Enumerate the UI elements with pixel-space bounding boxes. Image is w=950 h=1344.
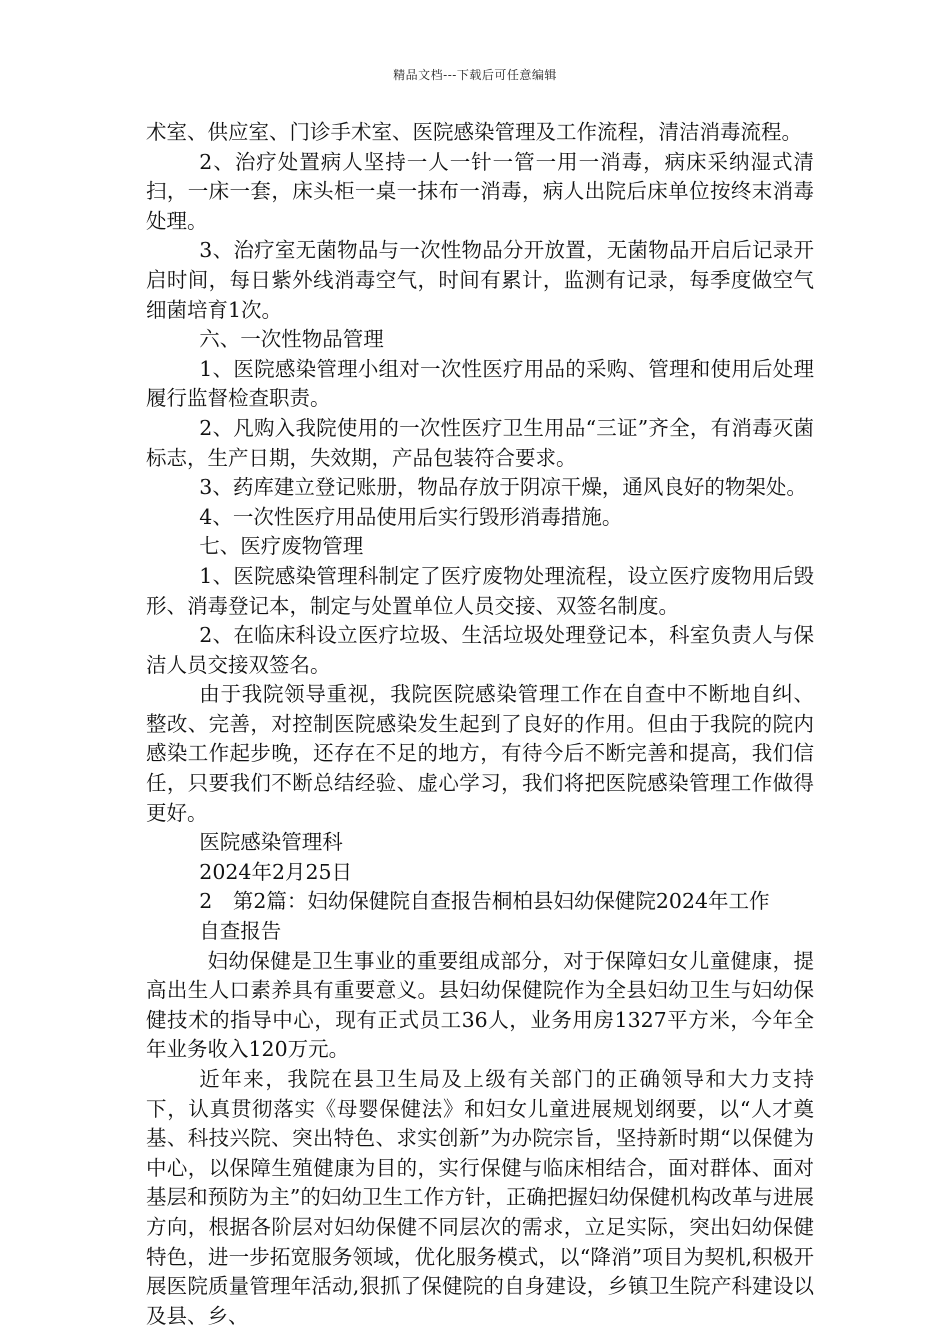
paragraph: 3、治疗室无菌物品与一次性物品分开放置，无菌物品开启后记录开启时间，每日紫外线消毒空气，时间有累计，监测有记录，每季度做空气细菌培育1次。 (146, 238, 814, 322)
paragraph: 2、在临床科设立医疗垃圾、生活垃圾处理登记本，科室负责人与保洁人员交接双签名。 (146, 623, 814, 677)
document-body (146, 118, 814, 1331)
chapter-subtitle: 自查报告 (199, 919, 282, 944)
chapter-title: 2 第2篇：妇幼保健院自查报告桐柏县妇幼保健院2024年工作 (199, 889, 770, 914)
section-heading: 七、医疗废物管理 (199, 534, 364, 559)
paragraph: 2、治疗处置病人坚持一人一针一管一用一消毒，病床采纳湿式清扫，一床一套，床头柜一桌一抹布一消毒，病人出院后床单位按终末消毒处理。 (146, 149, 814, 233)
paragraph: 4、一次性医疗用品使用后实行毁形消毒措施。 (199, 504, 623, 529)
paragraph: 3、药库建立登记账册，物品存放于阴凉干燥，通风良好的物架处。 (199, 475, 807, 500)
paragraph: 由于我院领导重视，我院医院感染管理工作在自查中不断地自纠、整改、完善，对控制医院感染发生起到了良好的作用。但由于我院的院内感染工作起步晚，还存在不足的地方，有待今后不断完善和提高，我们信任，只要我们不断总结经验、虚心学习，我们将把医院感染管理工作做得更好。 (146, 682, 814, 825)
signature-department: 医院感染管理科 (199, 830, 343, 855)
paragraph: 1、医院感染管理科制定了医疗废物处理流程，设立医疗废物用后毁形、消毒登记本，制定与处置单位人员交接、双签名制度。 (146, 563, 814, 618)
page-header: 精品文档---下载后可任意编辑 (393, 68, 557, 82)
paragraph: 妇幼保健是卫生事业的重要组成部分，对于保障妇女儿童健康，提高出生人口素养具有重要意义。县妇幼保健院作为全县妇幼卫生与妇幼保健技术的指导中心，现有正式员工36人，业务用房1327平方米，今年全年业务收入120万元。 (146, 948, 814, 1062)
signature-date: 2024年2月25日 (199, 859, 353, 884)
paragraph: 1、医院感染管理小组对一次性医疗用品的采购、管理和使用后处理履行监督检查职责。 (146, 356, 814, 411)
paragraph: 术室、供应室、门诊手术室、医院感染管理及工作流程，清洁消毒流程。 (146, 120, 802, 144)
paragraph: 近年来，我院在县卫生局及上级有关部门的正确领导和大力支持下，认真贯彻落实《母婴保健法》和妇女儿童进展规划纲要，以“人才奠基、科技兴院、突出特色、求实创新”为办院宗旨，坚持新时期“以保健为中心，以保障生殖健康为目的，实行保健与临床相结合，面对群体、面对基层和预防为主”的妇幼卫生工作方针，正确把握妇幼保健机构改革与进展方向，根据各阶层对妇幼保健不同层次的需求，立足实际，突出妇幼保健特色，进一步拓宽服务领域，优化服务模式，以“降消”项目为契机,积极开展医院质量管理年活动,狠抓了保健院的自身建设，乡镇卫生院产科建设以及县、乡、 (146, 1067, 814, 1328)
section-heading: 六、一次性物品管理 (199, 327, 384, 352)
paragraph: 2、凡购入我院使用的一次性医疗卫生用品“三证”齐全，有消毒灭菌标志，生产日期，失效期，产品包装符合要求。 (146, 415, 814, 470)
